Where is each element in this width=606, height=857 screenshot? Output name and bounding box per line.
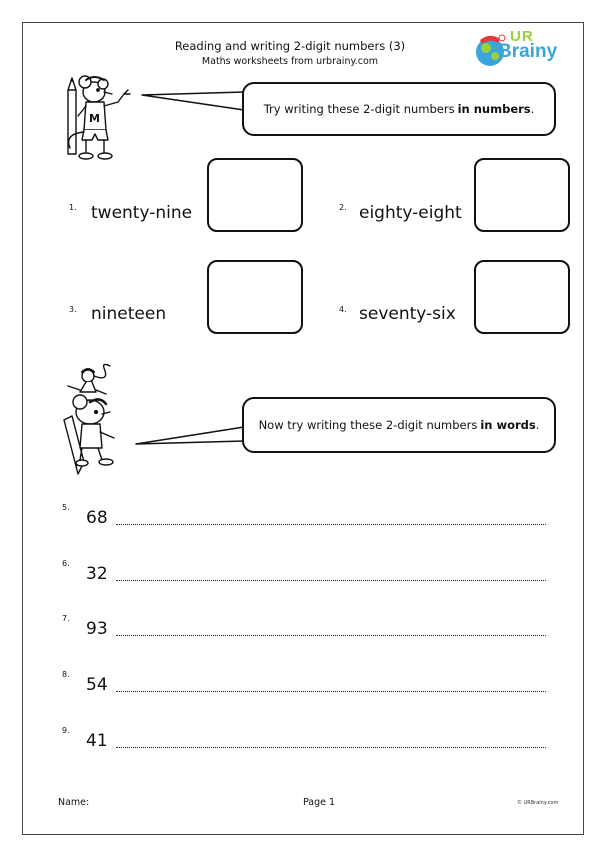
number-digits: 93 (86, 619, 108, 639)
question-number: 3. (69, 305, 77, 314)
question-number: 8. (62, 670, 70, 679)
question-number: 2. (339, 203, 347, 212)
number-digits: 68 (86, 508, 108, 528)
word-answer-row (62, 726, 552, 756)
number-word: twenty-nine (91, 203, 193, 223)
answer-line[interactable] (116, 580, 546, 581)
instruction-text: Try writing these 2-digit numbers (263, 102, 455, 116)
answer-box[interactable] (207, 158, 303, 232)
number-digits: 41 (86, 731, 108, 751)
instruction-end: . (535, 418, 540, 432)
answer-line[interactable] (116, 747, 546, 748)
word-answer-row (62, 503, 552, 533)
question-number: 7. (62, 614, 70, 623)
worksheet-subtitle: Maths worksheets from urbrainy.com (201, 56, 379, 67)
instruction-bold-text: in words (480, 418, 536, 432)
instruction-bubble-numbers (242, 82, 556, 136)
question-number: 6. (62, 559, 70, 568)
answer-line[interactable] (116, 691, 546, 692)
svg-text:M: M (89, 112, 100, 125)
logo-ur-text: UR (510, 28, 534, 45)
mouse-with-pencil-illustration (58, 72, 138, 164)
instruction-end: . (530, 102, 535, 116)
answer-box[interactable] (474, 260, 570, 334)
worksheet-title: Reading and writing 2-digit numbers (3) (174, 39, 406, 53)
word-answer-row (62, 614, 552, 644)
question-number: 9. (62, 726, 70, 735)
word-answer-row (62, 670, 552, 700)
name-label: Name: (58, 797, 90, 808)
instruction-bold-text: in numbers (457, 102, 531, 116)
question-number: 1. (69, 203, 77, 212)
page-number: Page 1 (303, 797, 336, 808)
question-number: 5. (62, 503, 70, 512)
answer-box[interactable] (207, 260, 303, 334)
question-number: 4. (339, 305, 347, 314)
number-digits: 32 (86, 564, 108, 584)
speech-bubble-tail (134, 425, 246, 449)
instruction-text: Now try writing these 2-digit numbers (258, 418, 478, 432)
number-digits: 54 (86, 675, 108, 695)
urbrainy-logo (470, 28, 565, 73)
copyright-text: © URBrainy.com (517, 800, 559, 806)
answer-box[interactable] (474, 158, 570, 232)
mouse-with-pencil-illustration (58, 362, 138, 476)
word-answer-row (62, 559, 552, 589)
speech-bubble-tail (140, 88, 246, 116)
answer-line[interactable] (116, 635, 546, 636)
number-word: nineteen (91, 304, 167, 324)
instruction-bubble-words (242, 397, 556, 453)
logo-brainy-text: Brainy (498, 41, 558, 62)
number-word: eighty-eight (359, 203, 462, 223)
number-word: seventy-six (359, 304, 456, 324)
answer-line[interactable] (116, 524, 546, 525)
